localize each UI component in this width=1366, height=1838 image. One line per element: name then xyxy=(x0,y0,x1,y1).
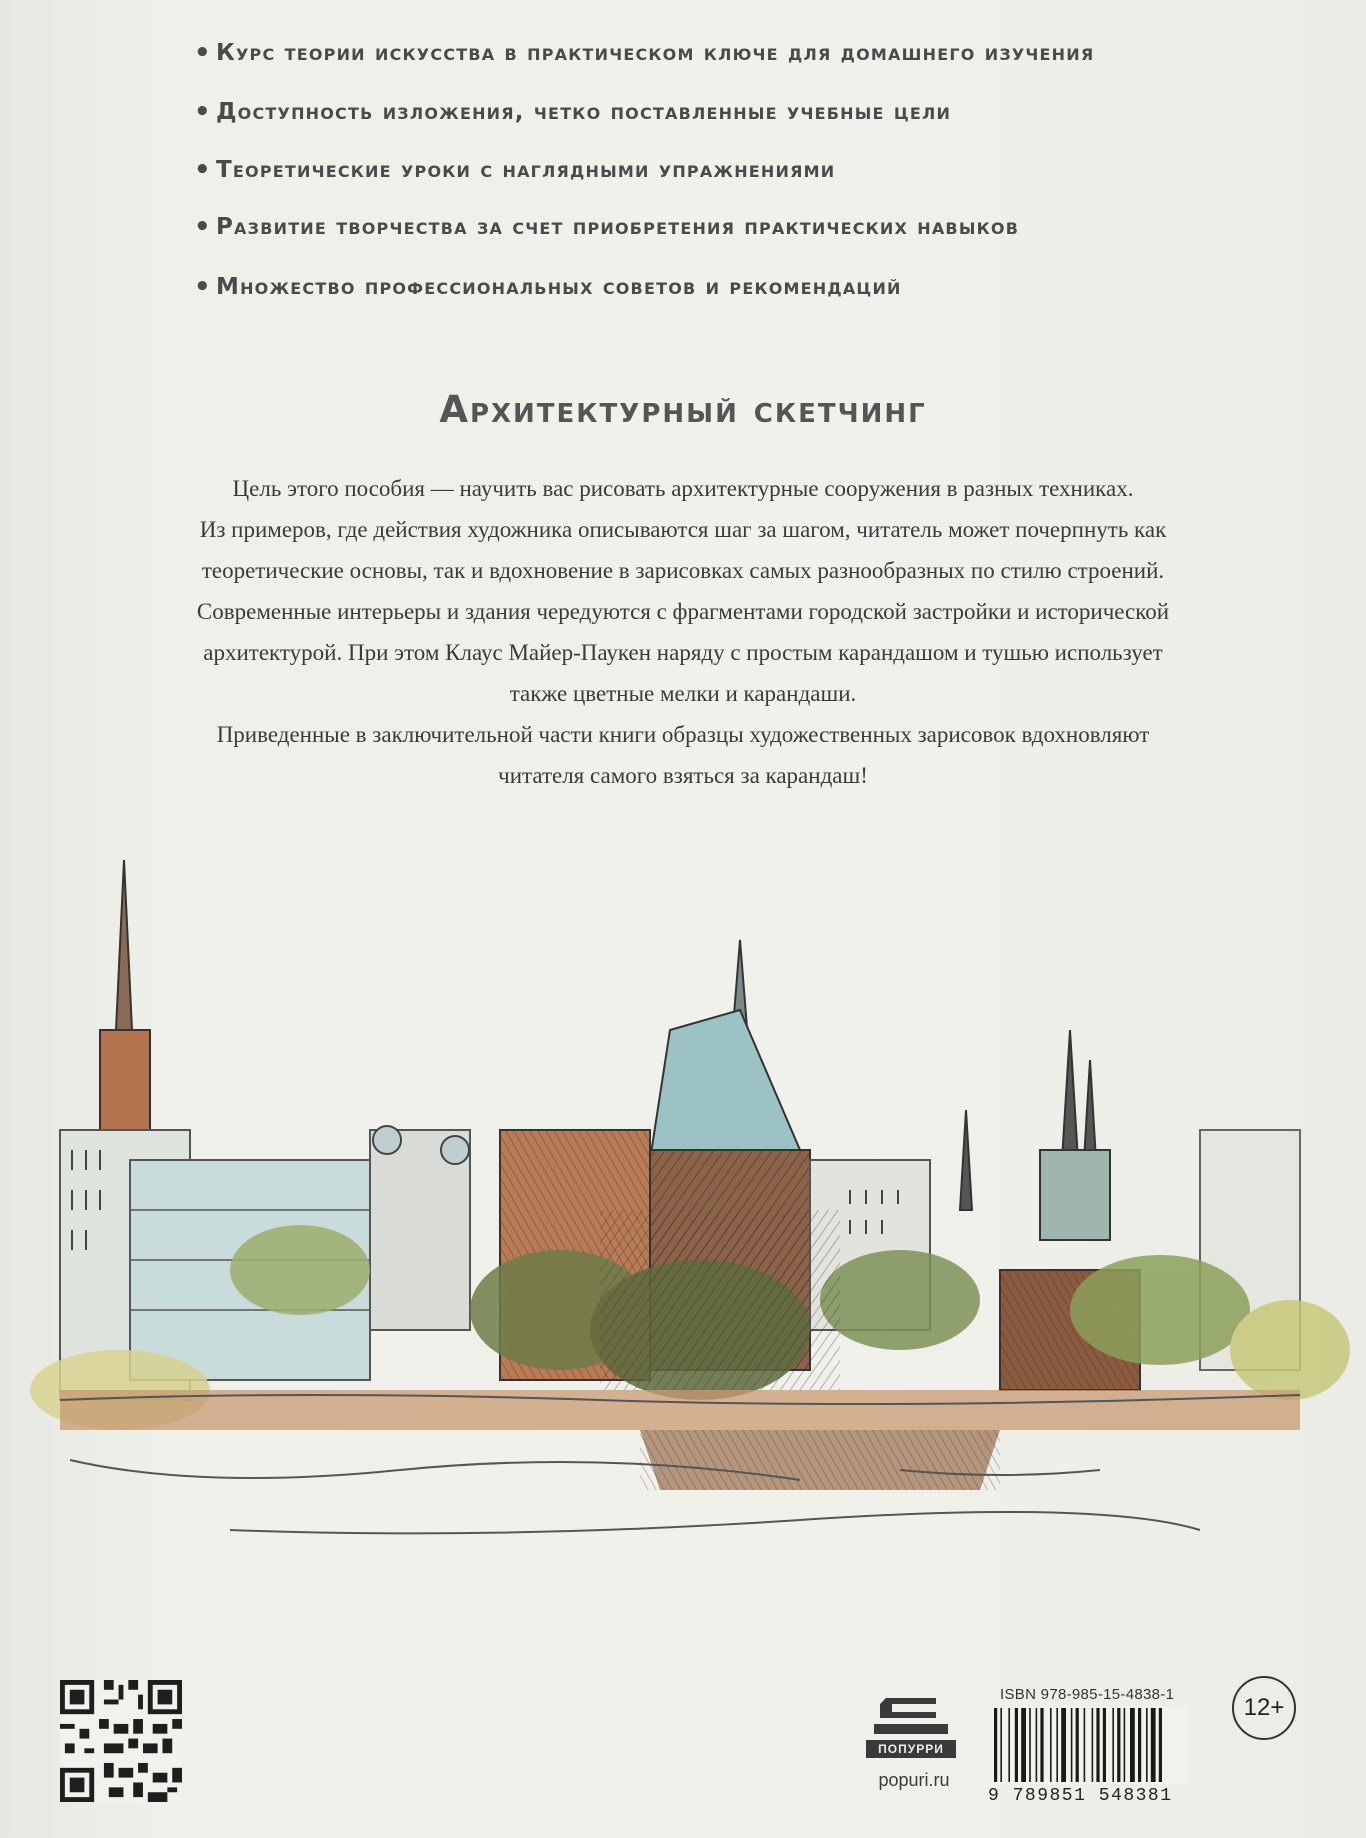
feature-item: • Теоретические уроки с наглядными упражнениями xyxy=(198,157,835,183)
barcode xyxy=(990,1706,1188,1784)
description-line: Цель этого пособия — научить вас рисовать архитектурные сооружения в разных техниках. xyxy=(232,476,1134,501)
qr-code xyxy=(60,1680,182,1802)
city-sketch-illustration xyxy=(0,830,1366,1600)
book-title: Архитектурный скетчинг xyxy=(439,388,927,431)
age-rating-badge: 12+ xyxy=(1232,1676,1296,1740)
isbn-label: ISBN 978-985-15-4838-1 xyxy=(1000,1686,1175,1703)
feature-item: • Множество профессиональных советов и рекомендаций xyxy=(198,274,902,300)
description-line: теоретические основы, так и вдохновение в зарисовках самых разнообразных по стилю строений. xyxy=(201,558,1165,583)
feature-item: • Курс теории искусства в практическом ключе для домашнего изучения xyxy=(198,40,1094,66)
publisher-logo-mark xyxy=(866,1690,956,1738)
publisher-site: popuri.ru xyxy=(878,1770,950,1790)
publisher-logo xyxy=(866,1690,956,1758)
description-line: архитектурой. При этом Клаус Майер-Паукен наряду с простым карандашом и тушью использует xyxy=(203,640,1163,665)
description-line: читателя самого взяться за карандаш! xyxy=(498,763,868,788)
feature-item: • Развитие творчества за счет приобретения практических навыков xyxy=(198,214,1019,240)
book-description xyxy=(60,468,1306,796)
barcode-digits: 9 789851 548381 xyxy=(988,1786,1173,1806)
description-line: Из примеров, где действия художника описываются шаг за шагом, читатель может почерпнуть как xyxy=(199,517,1167,542)
description-line: Приведенные в заключительной части книги образцы художественных зарисовок вдохновляют xyxy=(216,722,1150,747)
feature-item: • Доступность изложения, четко поставленные учебные цели xyxy=(198,99,951,125)
description-line: также цветные мелки и карандаши. xyxy=(509,681,857,706)
description-line: Современные интерьеры и здания чередуются с фрагментами городской застройки и исторической xyxy=(196,599,1170,624)
publisher-logo-text: ПОПУРРИ xyxy=(866,1740,956,1758)
